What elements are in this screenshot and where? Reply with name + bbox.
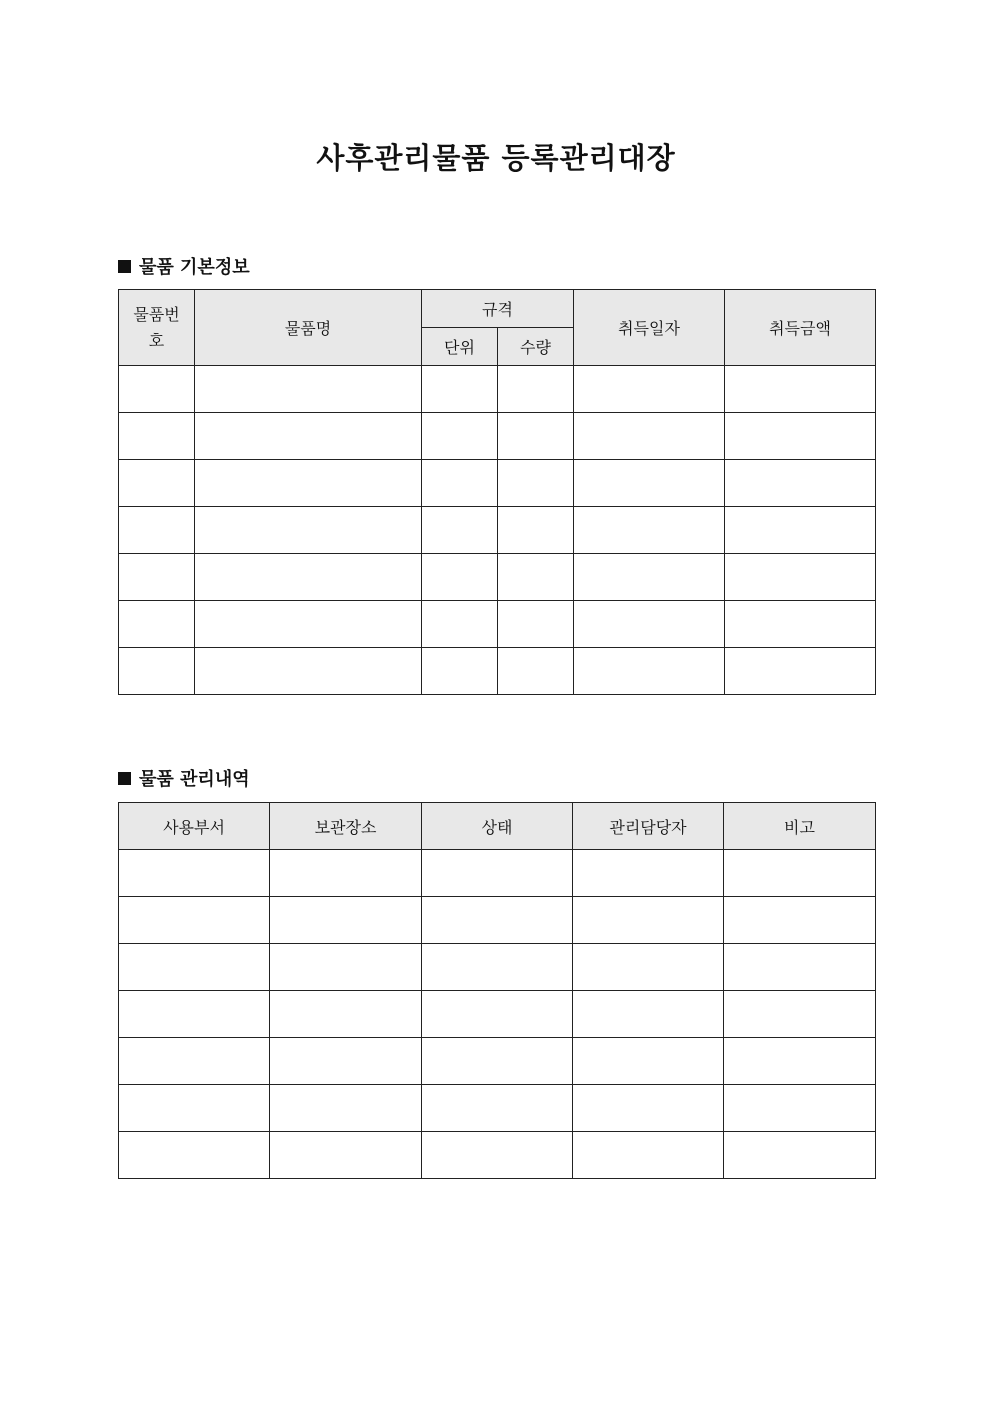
header-acquisition-date: 취득일자	[574, 290, 725, 366]
header-department: 사용부서	[119, 803, 270, 850]
basic-info-cell[interactable]	[195, 648, 422, 695]
basic-info-cell[interactable]	[422, 554, 498, 601]
management-cell[interactable]	[573, 991, 724, 1038]
management-cell[interactable]	[573, 1038, 724, 1085]
header-manager: 관리담당자	[573, 803, 724, 850]
management-row	[119, 991, 876, 1038]
management-cell[interactable]	[573, 897, 724, 944]
section-heading-label: 물품 기본정보	[139, 257, 250, 278]
basic-info-cell[interactable]	[498, 413, 574, 460]
basic-info-cell[interactable]	[498, 460, 574, 507]
management-cell[interactable]	[724, 944, 876, 991]
basic-info-cell[interactable]	[725, 366, 876, 413]
basic-info-row	[119, 601, 876, 648]
basic-info-row	[119, 648, 876, 695]
management-cell[interactable]	[119, 991, 270, 1038]
basic-info-cell[interactable]	[422, 460, 498, 507]
management-cell[interactable]	[119, 897, 270, 944]
basic-info-table	[118, 289, 876, 695]
management-cell[interactable]	[270, 850, 422, 897]
management-cell[interactable]	[724, 1132, 876, 1179]
management-cell[interactable]	[573, 1132, 724, 1179]
header-item-no: 물품번호	[119, 290, 195, 366]
management-cell[interactable]	[119, 850, 270, 897]
basic-info-cell[interactable]	[119, 413, 195, 460]
management-cell[interactable]	[573, 1085, 724, 1132]
management-cell[interactable]	[422, 1038, 573, 1085]
basic-info-cell[interactable]	[119, 366, 195, 413]
management-row	[119, 1132, 876, 1179]
basic-info-row	[119, 507, 876, 554]
basic-info-cell[interactable]	[574, 507, 725, 554]
section-heading-label: 물품 관리내역	[139, 769, 250, 790]
basic-info-cell[interactable]	[574, 554, 725, 601]
header-item-name: 물품명	[195, 290, 422, 366]
basic-info-cell[interactable]	[725, 601, 876, 648]
document-title: 사후관리물품 등록관리대장	[316, 141, 676, 175]
black-square-icon	[118, 772, 131, 785]
management-cell[interactable]	[270, 897, 422, 944]
basic-info-cell[interactable]	[422, 413, 498, 460]
basic-info-cell[interactable]	[195, 413, 422, 460]
header-status: 상태	[422, 803, 573, 850]
basic-info-cell[interactable]	[119, 507, 195, 554]
header-acquisition-amount: 취득금액	[725, 290, 876, 366]
basic-info-cell[interactable]	[422, 601, 498, 648]
basic-info-cell[interactable]	[195, 366, 422, 413]
basic-info-cell[interactable]	[574, 460, 725, 507]
basic-info-row	[119, 366, 876, 413]
management-cell[interactable]	[422, 1085, 573, 1132]
management-cell[interactable]	[724, 1085, 876, 1132]
header-storage-location: 보관장소	[270, 803, 422, 850]
management-cell[interactable]	[119, 1038, 270, 1085]
basic-info-cell[interactable]	[574, 601, 725, 648]
basic-info-cell[interactable]	[498, 554, 574, 601]
basic-info-table-body	[119, 366, 876, 695]
management-cell[interactable]	[270, 944, 422, 991]
management-cell[interactable]	[119, 944, 270, 991]
basic-info-cell[interactable]	[119, 648, 195, 695]
management-cell[interactable]	[270, 991, 422, 1038]
management-row	[119, 944, 876, 991]
management-cell[interactable]	[422, 850, 573, 897]
basic-info-cell[interactable]	[195, 554, 422, 601]
basic-info-cell[interactable]	[725, 413, 876, 460]
management-cell[interactable]	[270, 1132, 422, 1179]
basic-info-cell[interactable]	[195, 601, 422, 648]
management-table	[118, 802, 876, 1179]
basic-info-cell[interactable]	[725, 648, 876, 695]
header-remarks: 비고	[724, 803, 876, 850]
management-cell[interactable]	[422, 944, 573, 991]
basic-info-cell[interactable]	[498, 601, 574, 648]
basic-info-cell[interactable]	[422, 507, 498, 554]
basic-info-cell[interactable]	[422, 648, 498, 695]
header-unit: 단위	[422, 328, 498, 366]
management-cell[interactable]	[119, 1132, 270, 1179]
management-table-body	[119, 850, 876, 1179]
basic-info-cell[interactable]	[498, 507, 574, 554]
basic-info-cell[interactable]	[422, 366, 498, 413]
management-cell[interactable]	[573, 850, 724, 897]
basic-info-cell[interactable]	[498, 648, 574, 695]
management-row	[119, 850, 876, 897]
management-cell[interactable]	[422, 991, 573, 1038]
basic-info-cell[interactable]	[119, 460, 195, 507]
basic-info-row	[119, 554, 876, 601]
header-quantity: 수량	[498, 328, 574, 366]
management-cell[interactable]	[724, 897, 876, 944]
basic-info-cell[interactable]	[574, 366, 725, 413]
basic-info-cell[interactable]	[574, 648, 725, 695]
basic-info-row	[119, 460, 876, 507]
management-row	[119, 1038, 876, 1085]
basic-info-cell[interactable]	[725, 460, 876, 507]
basic-info-cell[interactable]	[195, 460, 422, 507]
management-cell[interactable]	[270, 1038, 422, 1085]
basic-info-cell[interactable]	[725, 507, 876, 554]
basic-info-cell[interactable]	[498, 366, 574, 413]
black-square-icon	[118, 260, 131, 273]
management-row	[119, 1085, 876, 1132]
management-cell[interactable]	[724, 991, 876, 1038]
management-cell[interactable]	[422, 1132, 573, 1179]
management-cell[interactable]	[724, 1038, 876, 1085]
basic-info-cell[interactable]	[119, 554, 195, 601]
management-cell[interactable]	[270, 1085, 422, 1132]
basic-info-cell[interactable]	[195, 507, 422, 554]
management-cell[interactable]	[573, 944, 724, 991]
basic-info-cell[interactable]	[119, 601, 195, 648]
basic-info-cell[interactable]	[725, 554, 876, 601]
section-heading-management	[118, 765, 250, 791]
management-cell[interactable]	[422, 897, 573, 944]
management-row	[119, 897, 876, 944]
basic-info-row	[119, 413, 876, 460]
basic-info-cell[interactable]	[574, 413, 725, 460]
management-cell[interactable]	[724, 850, 876, 897]
header-spec: 규격	[422, 290, 574, 328]
section-heading-basic-info	[118, 253, 250, 279]
management-cell[interactable]	[119, 1085, 270, 1132]
